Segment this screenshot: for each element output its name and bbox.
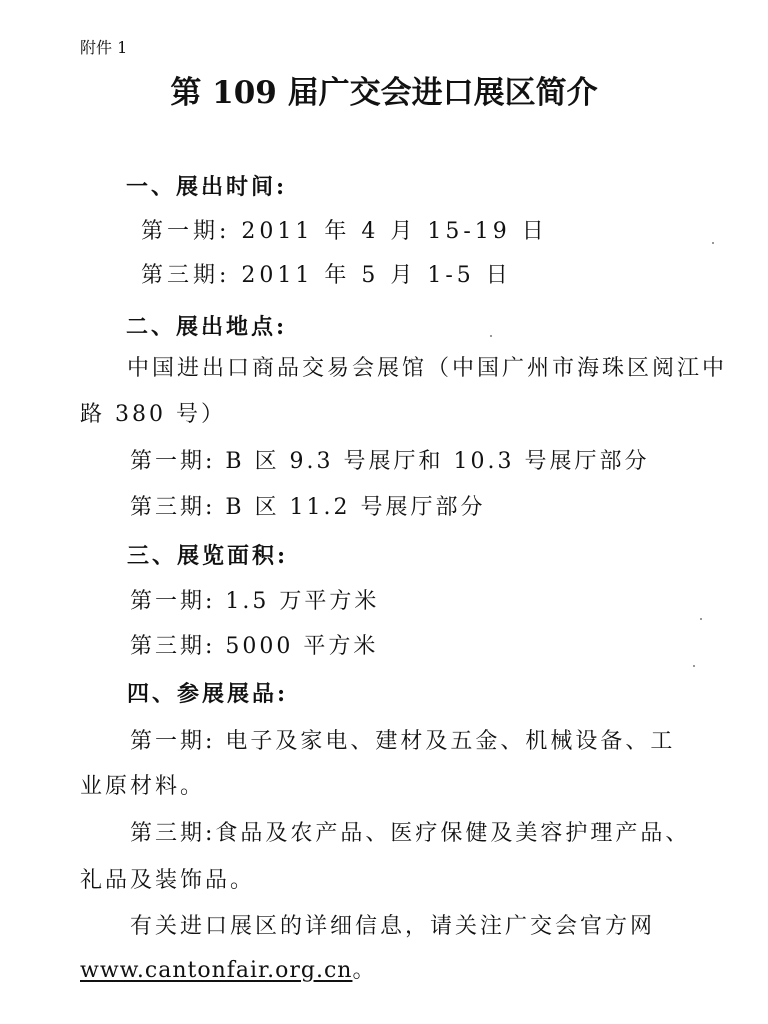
area-phase3: 第三期: 5000 平方米 bbox=[130, 634, 379, 659]
scan-speck bbox=[700, 618, 702, 620]
section-heading-time: 一、展出时间: bbox=[126, 174, 288, 200]
products-phase1-line-1: 第一期: 电子及家电、建材及五金、机械设备、工 bbox=[130, 729, 676, 754]
scan-speck bbox=[693, 665, 695, 667]
section-heading-products: 四、参展展品: bbox=[127, 681, 289, 707]
time-phase1: 第一期: 2011 年 4 月 15-19 日 bbox=[141, 219, 548, 244]
time-phase3: 第三期: 2011 年 5 月 1-5 日 bbox=[141, 263, 512, 288]
closing-line-2 bbox=[80, 960, 377, 982]
closing-end-punct: 。 bbox=[352, 958, 378, 983]
page-title: 第 109 届广交会进口展区简介 bbox=[170, 75, 598, 111]
scan-speck bbox=[490, 335, 492, 337]
venue-line-1: 中国进出口商品交易会展馆（中国广州市海珠区阅江中 bbox=[127, 356, 728, 381]
area-phase1: 第一期: 1.5 万平方米 bbox=[130, 589, 380, 614]
attachment-label: 附件 1 bbox=[80, 38, 128, 57]
location-phase1: 第一期: B 区 9.3 号展厅和 10.3 号展厅部分 bbox=[130, 449, 650, 474]
venue-line-2: 路 380 号） bbox=[80, 402, 226, 427]
section-heading-area: 三、展览面积: bbox=[127, 543, 289, 569]
products-phase3-line-2: 礼品及装饰品。 bbox=[80, 868, 256, 893]
products-phase3-line-1: 第三期:食品及农产品、医疗保健及美容护理产品、 bbox=[130, 821, 691, 846]
website-link[interactable]: www.cantonfair.org.cn bbox=[80, 958, 353, 983]
location-phase3: 第三期: B 区 11.2 号展厅部分 bbox=[130, 495, 486, 520]
products-phase1-line-2: 业原材料。 bbox=[80, 774, 206, 799]
section-heading-location: 二、展出地点: bbox=[126, 314, 288, 340]
closing-line-1: 有关进口展区的详细信息，请关注广交会官方网 bbox=[130, 914, 656, 939]
scan-speck bbox=[712, 242, 714, 244]
